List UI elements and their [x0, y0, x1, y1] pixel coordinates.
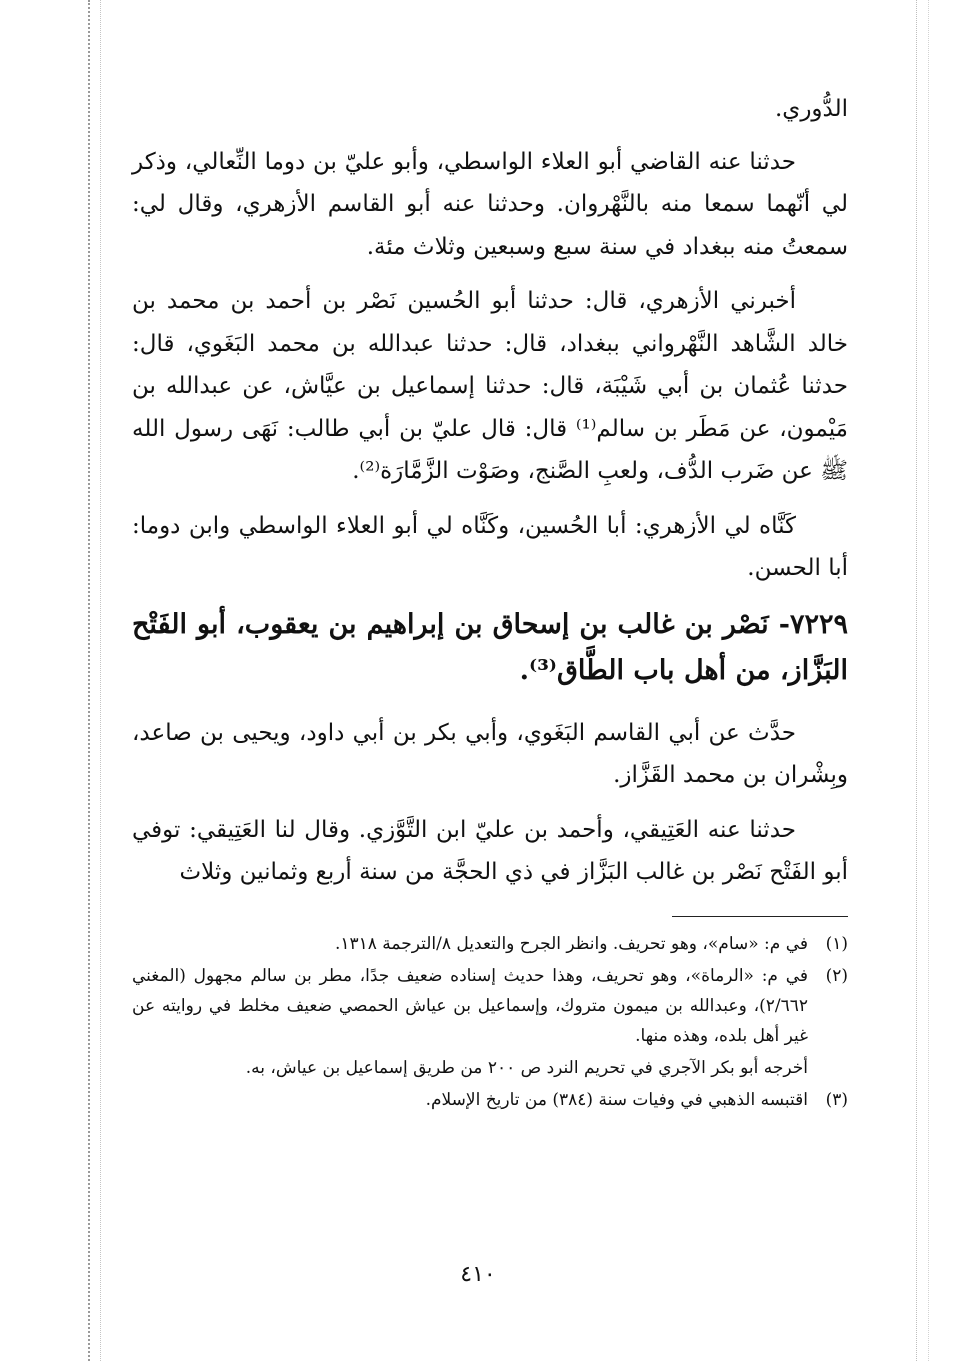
footnote-number: (١): [825, 933, 848, 954]
paragraph-kunya: كَنَّاه لي الأزهري: أبا الحُسين، وكَنَّاه لي أبو العلاء الواسطي وابن دوما: أبا الحسن.: [132, 512, 848, 581]
footnote-2: [132, 961, 848, 1051]
scan-margin-line: [88, 0, 90, 1361]
document-page: [132, 88, 848, 1117]
footnotes: [132, 929, 848, 1115]
footnote-text: في م: «الرماة»، وهو تحريف، وهذا حديث إسناده ضعيف جدًا، مطر بن سالم مجهول (المغني ٢/٦٦٢)، وعبدالله بن ميمون متروك، وإسماعيل بن عياش الحمصي ضعيف مخلط في روايته عن غير أهل بلده، وهذه منها.: [132, 965, 808, 1046]
scan-margin-line-inner: [100, 0, 101, 1361]
footnote-2-continuation: أخرجه أبو بكر الآجري في تحريم النرد ص ٢٠٠ من طريق إسماعيل بن عياش، به.: [245, 1057, 808, 1078]
paragraph-death: حدثنا عنه العَتِيقي، وأحمد بن عليّ ابن التَّوَّزي. وقال لنا العَتِيقي: توفي أبو الفَتْح نَصْر بن غالب البَزَّاز في ذي الحجَّة من سنة أربع وثمانين وثلاث: [132, 816, 848, 885]
entry-heading: ٧٢٢٩- نَصْر بن غالب بن إسحاق بن إبراهيم بن يعقوب، أبو الفَتْح البَزَّاز، من أهل باب الطَّاق⁽³⁾.: [132, 608, 848, 686]
footnote-separator: [672, 916, 848, 917]
footnote-number: (٢): [825, 965, 848, 986]
opening-line: الدُّوري.: [775, 96, 848, 122]
scan-margin-line-right: [916, 0, 917, 1361]
scan-margin-line-right-outer: [928, 0, 929, 1361]
footnote-3: [132, 1085, 848, 1115]
footnote-text: في م: «سام»، وهو تحريف. وانظر الجرح والتعديل ٨/الترجمة ١٣١٨.: [334, 933, 808, 954]
page-number: ٤١٠: [460, 1262, 496, 1287]
footnote-number: (٣): [825, 1089, 848, 1110]
paragraph-narration-1: حدثنا عنه القاضي أبو العلاء الواسطي، وأبو عليّ بن دوما النِّعالي، وذكر لي أنّهما سمعا منه بالنَّهْروان. وحدثنا عنه أبو القاسم الأزهري، وقال لي: سمعتُ منه ببغداد في سنة سبع وسبعين وثلاث مئة.: [132, 148, 848, 260]
footnote-1: [132, 929, 848, 959]
footnote-text: اقتبسه الذهبي في وفيات سنة (٣٨٤) من تاريخ الإسلام.: [425, 1089, 808, 1110]
paragraph-narrated-from: حدَّث عن أبي القاسم البَغَوي، وأبي بكر بن أبي داود، ويحيى بن صاعد، وبِشْران بن محمد القَزَّاز.: [132, 719, 848, 788]
paragraph-hadith: أخبرني الأزهري، قال: حدثنا أبو الحُسين نَصْر بن أحمد بن محمد بن خالد الشَّاهد النَّهْرواني ببغداد، قال: حدثنا عبدالله بن محمد البَغَوي، قال: حدثنا عُثمان بن أبي شَيْبَة، قال: حدثنا إسماعيل بن عيَّاش، عن عبدالله بن مَيْمون، عن مَطَر بن سالم⁽¹⁾ قال: قال عليّ بن أبي طالب: نَهَى رسول الله ﷺ عن ضَرب الدُّف، ولعبِ الصَّنج، وصَوْت الزَّمَّارَة⁽²⁾.: [132, 288, 848, 484]
